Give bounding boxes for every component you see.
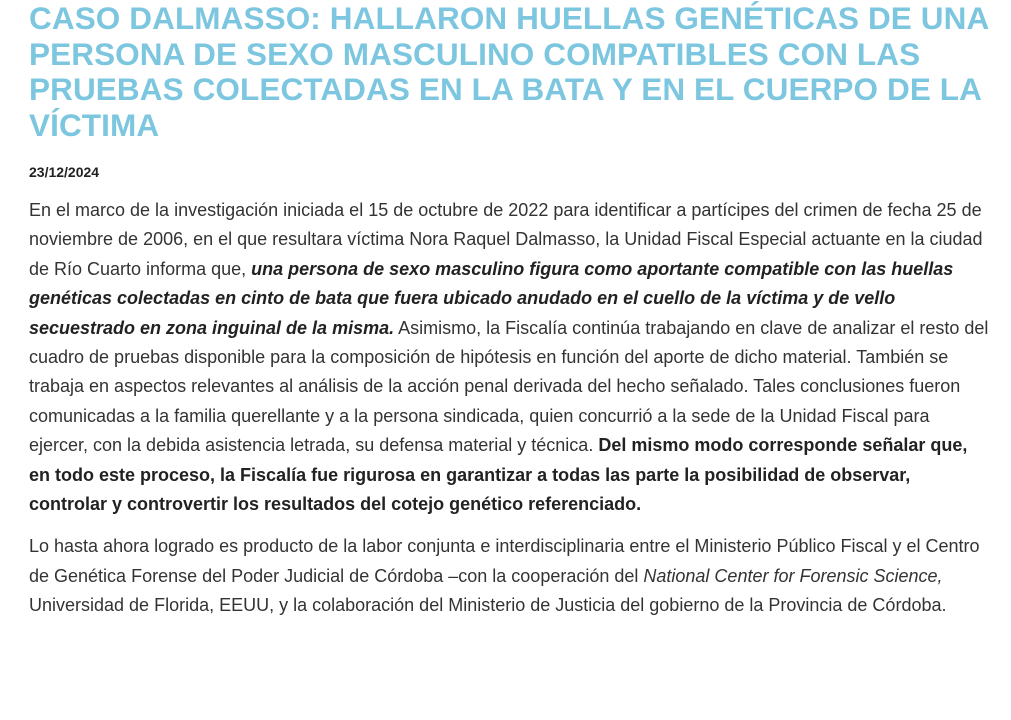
paragraph-2-text-1: Lo hasta ahora logrado es producto de la labor conjunta e interdisciplinaria entre el Ministerio Público Fiscal y el Centro de Genética Forense del Poder Judicial de Córdoba –con la cooperación del [29, 536, 980, 586]
article-headline: CASO DALMASSO: HALLARON HUELLAS GENÉTICAS DE UNA PERSONA DE SEXO MASCULINO COMPATIBLES CON LAS PRUEBAS COLECTADAS EN LA BATA Y EN EL CUERPO DE LA VÍCTIMA [29, 0, 989, 143]
paragraph-2-text-2: Universidad de Florida, EEUU, y la colaboración del Ministerio de Justicia del gobierno de la Provincia de Córdoba. [29, 595, 947, 616]
paragraph-1-text-2: Asimismo, la Fiscalía continúa trabajando en clave de analizar el resto del cuadro de pruebas disponible para la composición de hipótesis en función del aporte de dicho material. También se trabaja en aspectos relevantes al análisis de la acción penal derivada del hecho señalado. Tales conclusiones fueron comunicadas a la familia querellante y a la persona sindicada, quien concurrió a la sede de la Unidad Fiscal para ejercer, con la debida asistencia letrada, su defensa material y técnica. [29, 317, 989, 456]
article-paragraph-2 [29, 532, 991, 620]
paragraph-1-bold-italic-emphasis: una persona de sexo masculino figura como aportante compatible con las huellas genéticas colectadas en cinto de bata que fuera ubicado anudado en el cuello de la víctima y de vello secuestrado en zona inguinal de la misma. [29, 258, 954, 338]
paragraph-2-italic-institution: National Center for Forensic Science, [643, 565, 943, 586]
paragraph-1-bold-emphasis: Del mismo modo corresponde señalar que, en todo este proceso, la Fiscalía fue rigurosa en garantizar a todas las parte la posibilidad de observar, controlar y controvertir los resultados del cotejo genético referenciado. [29, 435, 968, 515]
article-paragraph-1 [29, 196, 991, 519]
article-date: 23/12/2024 [29, 164, 100, 180]
paragraph-1-text-1: En el marco de la investigación iniciada el 15 de octubre de 2022 para identificar a partícipes del crimen de fecha 25 de noviembre de 2006, en el que resultara víctima Nora Raquel Dalmasso, la Unidad Fiscal Especial actuante en la ciudad de Río Cuarto informa que, [29, 200, 983, 279]
